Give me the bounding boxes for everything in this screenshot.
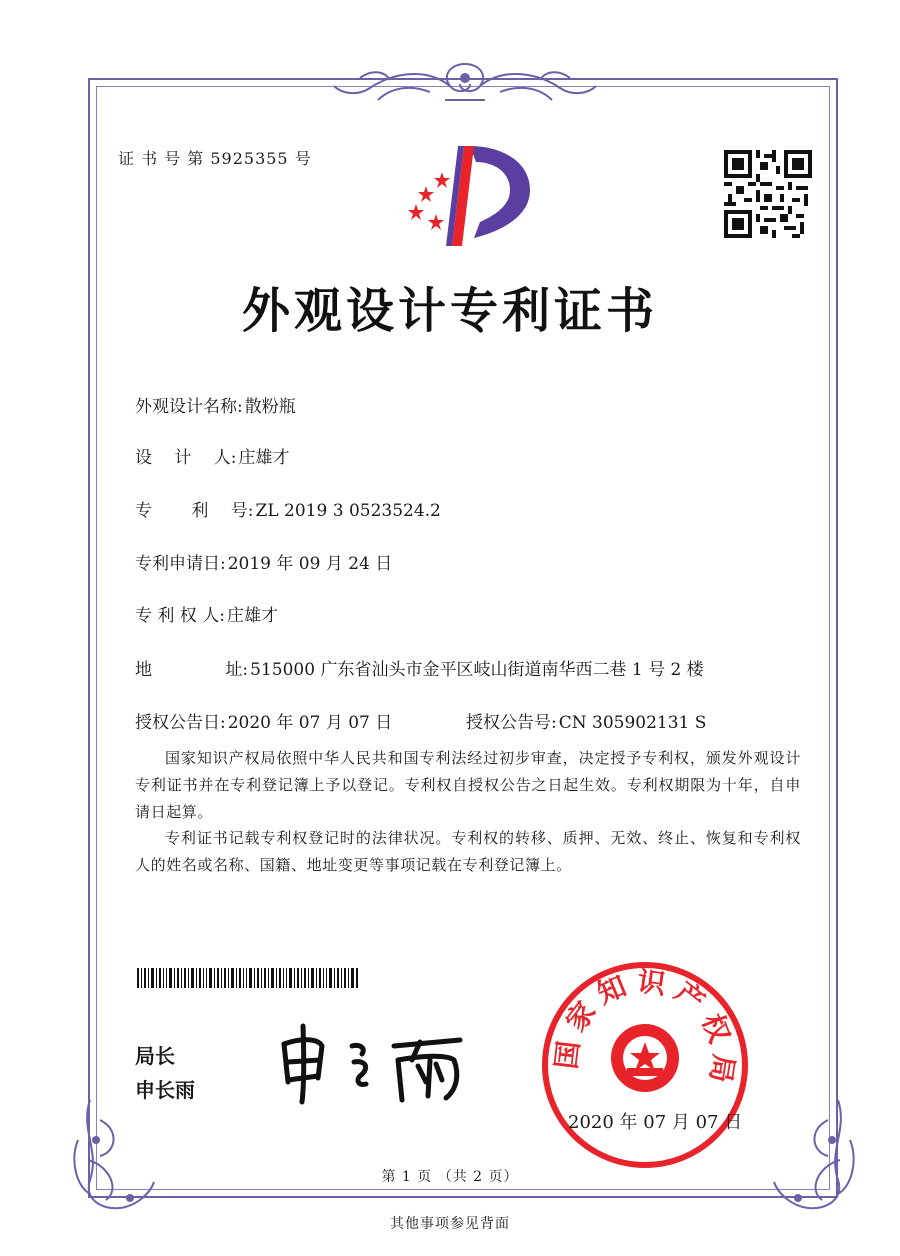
field-value: CN 305902131 S xyxy=(558,713,707,733)
back-note: 其他事项参见背面 xyxy=(390,1216,510,1232)
director-name: 申长雨 xyxy=(135,1078,195,1102)
field-value: 庄雄才 xyxy=(226,606,278,626)
bottom-left-ornament-icon xyxy=(70,1090,160,1220)
field-label: 专利申请日: xyxy=(135,554,226,574)
top-ornament-icon xyxy=(330,56,600,112)
field-address xyxy=(135,655,704,680)
seal-text: 国家知识产权局 xyxy=(549,964,741,1093)
field-label: 授权公告号: xyxy=(466,713,557,733)
field-filing-date xyxy=(135,549,392,574)
field-value: 2019 年 09 月 24 日 xyxy=(227,554,393,574)
cnipa-emblem-icon xyxy=(402,142,534,250)
field-patentee xyxy=(135,601,278,626)
field-value: ZL 2019 3 0523524.2 xyxy=(255,501,441,521)
certificate-title: 外观设计专利证书 xyxy=(241,283,658,339)
field-label: 专 利 权 人: xyxy=(135,606,225,626)
seal-date: 2020 年 07 月 07 日 xyxy=(568,1112,743,1133)
field-label: 授权公告日: xyxy=(135,713,226,733)
page-number: 第 1 页 （共 2 页） xyxy=(381,1169,519,1185)
field-value: 2020 年 07 月 07 日 xyxy=(227,713,393,733)
legal-paragraph-1: 国家知识产权局依照中华人民共和国专利法经过初步审查，决定授予专利权，颁发外观设计专利证书并在专利登记簿上予以登记。专利权自授权公告之日起生效。专利权期限为十年，自申请日起算。 xyxy=(135,749,801,821)
field-design-name xyxy=(135,392,296,417)
field-patent-no xyxy=(135,496,441,521)
qr-code-icon xyxy=(724,150,812,238)
field-label: 设 计 人: xyxy=(135,448,237,468)
field-value: 515000 广东省汕头市金平区岐山街道南华西二巷 1 号 2 楼 xyxy=(250,660,704,680)
field-grant-date xyxy=(135,708,392,733)
bottom-right-ornament-icon xyxy=(768,1090,858,1220)
director-title: 局长 xyxy=(135,1044,175,1068)
handwritten-signature-icon xyxy=(270,1016,470,1106)
field-designer xyxy=(135,443,290,468)
legal-paragraph-2: 专利证书记载专利权登记时的法律状况。专利权的转移、质押、无效、终止、恢复和专利权人的姓名或名称、国籍、地址变更等事项记载在专利登记簿上。 xyxy=(135,829,801,874)
certificate-number: 证 书 号 第 5925355 号 xyxy=(118,149,312,168)
field-label: 专 利 号: xyxy=(135,501,254,521)
barcode-icon xyxy=(137,968,359,988)
field-label: 地 址: xyxy=(135,660,249,680)
field-value: 散粉瓶 xyxy=(244,397,296,417)
field-label: 外观设计名称: xyxy=(135,397,243,417)
official-seal-icon xyxy=(540,960,750,1170)
field-value: 庄雄才 xyxy=(238,448,290,468)
field-grant-no xyxy=(466,708,706,733)
